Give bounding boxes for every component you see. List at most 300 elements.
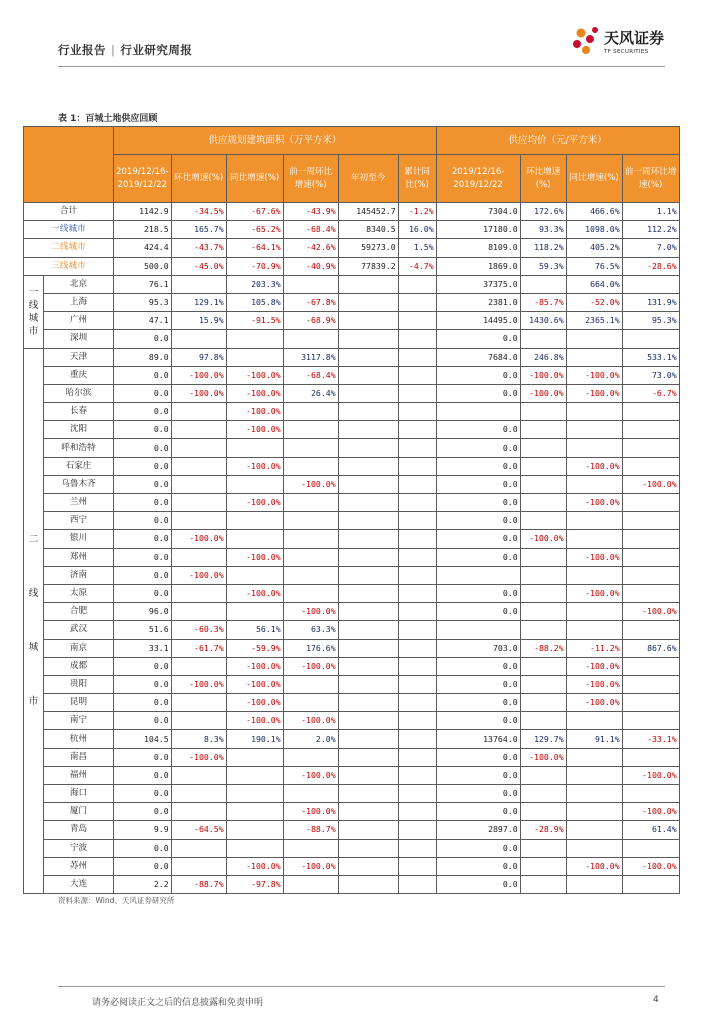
table-cell — [622, 675, 679, 693]
city-row — [24, 712, 680, 730]
table-cell: -11.2% — [566, 639, 622, 657]
table-cell — [566, 421, 622, 439]
table-cell: -4.7% — [398, 257, 436, 275]
table-caption: 表 1：百城土地供应回顾 — [58, 114, 158, 124]
table-cell — [566, 439, 622, 457]
price-col-header: 前一周环比增速(%) — [622, 155, 679, 203]
city-name: 苏州 — [44, 857, 114, 875]
table-cell — [566, 403, 622, 421]
city-name: 沈阳 — [44, 421, 114, 439]
table-cell — [338, 330, 398, 348]
city-name: 宁波 — [44, 839, 114, 857]
table-cell: -100.0% — [226, 584, 283, 602]
table-cell — [520, 712, 566, 730]
table-cell: 0.0 — [436, 857, 520, 875]
table-cell: -68.9% — [283, 312, 338, 330]
table-cell: 0.0 — [436, 657, 520, 675]
table-cell: 0.0 — [114, 330, 172, 348]
table-cell — [226, 821, 283, 839]
table-cell: 7684.0 — [436, 348, 520, 366]
table-cell — [622, 748, 679, 766]
table-cell: -100.0% — [226, 421, 283, 439]
table-cell: -61.7% — [171, 639, 226, 657]
table-cell — [338, 475, 398, 493]
table-cell: -100.0% — [283, 475, 338, 493]
table-cell — [338, 494, 398, 512]
table-cell: 0.0 — [436, 748, 520, 766]
table-cell — [398, 275, 436, 293]
footer-rule — [58, 986, 665, 987]
table-cell: -100.0% — [520, 530, 566, 548]
city-row — [24, 566, 680, 584]
table-cell: -100.0% — [566, 366, 622, 384]
table-cell: 129.7% — [520, 730, 566, 748]
table-cell: 0.0 — [114, 748, 172, 766]
table-cell — [171, 275, 226, 293]
table-cell: 0.0 — [436, 439, 520, 457]
table-cell: -100.0% — [226, 366, 283, 384]
header-subcategory: 行业研究周报 — [120, 43, 193, 57]
city-row — [24, 621, 680, 639]
summary-row-label: 三线城市 — [24, 257, 114, 275]
source-note: 资料来源：Wind、天风证券研究所 — [58, 896, 175, 905]
table-cell: -88.2% — [520, 639, 566, 657]
city-row — [24, 857, 680, 875]
table-cell: -100.0% — [566, 548, 622, 566]
table-cell: 63.3% — [283, 621, 338, 639]
table-cell — [566, 839, 622, 857]
table-cell: 59.3% — [520, 257, 566, 275]
table-cell: -100.0% — [226, 494, 283, 512]
table-cell: 0.0 — [114, 530, 172, 548]
table-cell — [566, 875, 622, 893]
table-cell: 76.1 — [114, 275, 172, 293]
area-col-header: 累计同比(%) — [398, 155, 436, 203]
table-cell — [398, 403, 436, 421]
summary-row-label: 二线城市 — [24, 239, 114, 257]
table-cell — [338, 457, 398, 475]
table-cell — [622, 566, 679, 584]
group-label-char: 市 — [28, 695, 39, 707]
table-cell — [171, 712, 226, 730]
table-cell — [622, 621, 679, 639]
table-cell — [171, 439, 226, 457]
table-cell: 0.0 — [114, 475, 172, 493]
table-cell — [171, 421, 226, 439]
table-cell — [226, 348, 283, 366]
table-cell — [338, 821, 398, 839]
table-cell — [398, 785, 436, 803]
table-cell: 424.4 — [114, 239, 172, 257]
table-cell — [566, 748, 622, 766]
price-col-header: 2019/12/16-2019/12/22 — [436, 155, 520, 203]
price-col-header: 同比增速(%) — [566, 155, 622, 203]
table-cell — [283, 439, 338, 457]
table-cell — [338, 857, 398, 875]
table-cell — [520, 512, 566, 530]
table-cell: 0.0 — [114, 785, 172, 803]
table-cell: -100.0% — [566, 494, 622, 512]
table-cell — [338, 348, 398, 366]
table-cell — [398, 348, 436, 366]
table-cell: 0.0 — [436, 603, 520, 621]
city-name: 成都 — [44, 657, 114, 675]
table-cell — [226, 603, 283, 621]
table-cell: -100.0% — [171, 530, 226, 548]
table-cell — [398, 457, 436, 475]
group-label-char: 一 — [28, 286, 39, 298]
table-cell: -88.7% — [171, 875, 226, 893]
table-cell: -68.4% — [283, 366, 338, 384]
city-row — [24, 312, 680, 330]
table-cell: -100.0% — [171, 675, 226, 693]
table-cell — [283, 566, 338, 584]
table-cell: 77839.2 — [338, 257, 398, 275]
table-cell: -100.0% — [566, 384, 622, 402]
table-cell — [398, 475, 436, 493]
table-cell — [338, 384, 398, 402]
city-row — [24, 803, 680, 821]
table-cell: -100.0% — [283, 657, 338, 675]
table-cell — [520, 566, 566, 584]
table-cell — [338, 584, 398, 602]
table-cell — [283, 875, 338, 893]
table-cell: 129.1% — [171, 293, 226, 311]
table-cell: 0.0 — [114, 421, 172, 439]
table-cell: 61.4% — [622, 821, 679, 839]
table-cell: -100.0% — [171, 748, 226, 766]
city-row — [24, 366, 680, 384]
city-row — [24, 875, 680, 893]
table-cell: 2381.0 — [436, 293, 520, 311]
table-cell: 0.0 — [114, 457, 172, 475]
city-row — [24, 584, 680, 602]
table-cell — [171, 512, 226, 530]
table-cell: 0.0 — [436, 675, 520, 693]
table-cell — [520, 675, 566, 693]
city-name: 南京 — [44, 639, 114, 657]
table-cell — [338, 675, 398, 693]
table-cell — [338, 512, 398, 530]
city-name: 兰州 — [44, 494, 114, 512]
table-cell — [398, 293, 436, 311]
table-cell: 118.2% — [520, 239, 566, 257]
table-cell: 105.8% — [226, 293, 283, 311]
brand-subtitle: TF SECURITIES — [604, 49, 649, 55]
table-cell: 0.0 — [114, 512, 172, 530]
city-name: 武汉 — [44, 621, 114, 639]
table-cell: -42.6% — [283, 239, 338, 257]
table-cell: 0.0 — [436, 475, 520, 493]
group-label-char: 城 — [28, 312, 39, 324]
city-name: 郑州 — [44, 548, 114, 566]
table-cell — [338, 803, 398, 821]
table-cell — [520, 857, 566, 875]
table-cell: -100.0% — [171, 366, 226, 384]
table-cell — [398, 657, 436, 675]
city-name: 济南 — [44, 566, 114, 584]
table-cell — [566, 621, 622, 639]
table-cell: -100.0% — [226, 675, 283, 693]
table-cell: -100.0% — [520, 748, 566, 766]
table-cell: -100.0% — [622, 603, 679, 621]
table-cell — [622, 457, 679, 475]
table-cell: -43.9% — [283, 203, 338, 221]
table-cell: 97.8% — [171, 348, 226, 366]
city-name: 贵阳 — [44, 675, 114, 693]
table-cell — [398, 530, 436, 548]
city-name: 南昌 — [44, 748, 114, 766]
table-cell: -67.6% — [226, 203, 283, 221]
header-corner — [24, 127, 114, 203]
table-cell — [283, 330, 338, 348]
city-row — [24, 694, 680, 712]
table-cell: 1.5% — [398, 239, 436, 257]
city-name: 福州 — [44, 766, 114, 784]
table-cell: 26.4% — [283, 384, 338, 402]
table-cell: 703.0 — [436, 639, 520, 657]
table-cell: 0.0 — [436, 330, 520, 348]
table-cell: -34.5% — [171, 203, 226, 221]
table-cell: -100.0% — [283, 603, 338, 621]
table-cell: 8340.5 — [338, 221, 398, 239]
table-cell: 0.0 — [114, 675, 172, 693]
table-cell — [398, 694, 436, 712]
table-cell — [338, 712, 398, 730]
table-cell: 17180.0 — [436, 221, 520, 239]
table-cell — [566, 766, 622, 784]
table-cell: 0.0 — [114, 403, 172, 421]
group-label-char: 二 — [28, 533, 39, 545]
city-row — [24, 548, 680, 566]
table-cell: -85.7% — [520, 293, 566, 311]
table-cell — [226, 803, 283, 821]
table-cell: 466.6% — [566, 203, 622, 221]
city-row — [24, 530, 680, 548]
table-cell — [171, 694, 226, 712]
area-col-header: 环比增速(%) — [171, 155, 226, 203]
table-cell — [171, 857, 226, 875]
table-cell — [566, 348, 622, 366]
table-cell — [338, 403, 398, 421]
table-cell: -97.8% — [226, 875, 283, 893]
table-cell: -65.2% — [226, 221, 283, 239]
table-cell — [226, 439, 283, 457]
table-cell — [226, 475, 283, 493]
table-cell: -100.0% — [226, 548, 283, 566]
table-cell — [338, 548, 398, 566]
summary-row — [24, 257, 680, 275]
table-cell — [171, 766, 226, 784]
table-cell — [171, 403, 226, 421]
table-cell — [171, 839, 226, 857]
table-cell: -100.0% — [622, 857, 679, 875]
table-cell — [283, 457, 338, 475]
table-cell: 104.5 — [114, 730, 172, 748]
table-cell: 0.0 — [436, 512, 520, 530]
table-cell — [398, 748, 436, 766]
table-cell — [171, 494, 226, 512]
area-col-header: 年初至今 — [338, 155, 398, 203]
table-cell — [566, 475, 622, 493]
table-cell — [622, 548, 679, 566]
table-cell — [398, 512, 436, 530]
table-cell: 0.0 — [436, 384, 520, 402]
table-cell: 0.0 — [114, 584, 172, 602]
table-cell — [338, 366, 398, 384]
table-cell: -28.6% — [622, 257, 679, 275]
table-cell: 0.0 — [114, 657, 172, 675]
table-cell — [566, 530, 622, 548]
table-cell — [398, 639, 436, 657]
table-cell — [226, 530, 283, 548]
table-cell — [398, 603, 436, 621]
table-cell — [171, 584, 226, 602]
table-cell — [338, 293, 398, 311]
table-cell — [398, 730, 436, 748]
tier2-group-label — [24, 348, 44, 894]
table-cell: 16.0% — [398, 221, 436, 239]
table-cell — [622, 785, 679, 803]
table-cell: -88.7% — [283, 821, 338, 839]
table-cell — [398, 821, 436, 839]
table-cell — [226, 839, 283, 857]
table-cell: 0.0 — [436, 839, 520, 857]
group-label-char: 城 — [28, 641, 39, 653]
table-cell — [283, 748, 338, 766]
table-cell: 89.0 — [114, 348, 172, 366]
table-cell — [622, 694, 679, 712]
table-cell — [398, 548, 436, 566]
table-cell: 95.3% — [622, 312, 679, 330]
city-row — [24, 421, 680, 439]
table-cell — [622, 839, 679, 857]
table-cell — [398, 766, 436, 784]
table-cell: 7.0% — [622, 239, 679, 257]
table-cell: 2.0% — [283, 730, 338, 748]
table-cell: 0.0 — [436, 584, 520, 602]
report-header — [58, 42, 192, 58]
table-cell: 0.0 — [114, 839, 172, 857]
table-cell: -100.0% — [283, 712, 338, 730]
table-cell — [520, 494, 566, 512]
header-category: 行业报告 — [58, 43, 106, 57]
table-cell — [398, 312, 436, 330]
table-cell: 405.2% — [566, 239, 622, 257]
table-cell — [338, 603, 398, 621]
table-cell: -100.0% — [226, 384, 283, 402]
table-cell: 0.0 — [436, 366, 520, 384]
land-supply-table — [23, 126, 680, 894]
city-name: 上海 — [44, 293, 114, 311]
table-cell — [338, 839, 398, 857]
table-cell: 0.0 — [114, 712, 172, 730]
table-cell — [622, 530, 679, 548]
table-cell — [171, 475, 226, 493]
table-cell — [398, 857, 436, 875]
table-cell — [338, 639, 398, 657]
table-cell — [226, 330, 283, 348]
table-cell — [622, 421, 679, 439]
table-cell: 0.0 — [114, 548, 172, 566]
table-cell: -100.0% — [520, 366, 566, 384]
table-cell: 37375.0 — [436, 275, 520, 293]
table-cell — [520, 403, 566, 421]
city-row — [24, 457, 680, 475]
table-cell — [520, 439, 566, 457]
table-cell: 14495.0 — [436, 312, 520, 330]
table-cell: -59.9% — [226, 639, 283, 657]
city-name: 银川 — [44, 530, 114, 548]
table-cell — [171, 330, 226, 348]
table-cell — [226, 785, 283, 803]
table-cell — [520, 875, 566, 893]
table-cell: 1142.9 — [114, 203, 172, 221]
table-cell — [520, 548, 566, 566]
table-cell — [520, 475, 566, 493]
table-cell: -64.5% — [171, 821, 226, 839]
table-cell: 0.0 — [436, 694, 520, 712]
table-cell: 0.0 — [436, 766, 520, 784]
area-col-header: 前一周环比增速(%) — [283, 155, 338, 203]
city-row — [24, 730, 680, 748]
city-row — [24, 512, 680, 530]
area-col-header: 同比增速(%) — [226, 155, 283, 203]
table-cell — [338, 312, 398, 330]
table-cell: -100.0% — [566, 675, 622, 693]
table-cell — [398, 330, 436, 348]
table-cell — [338, 566, 398, 584]
table-cell: 1869.0 — [436, 257, 520, 275]
table-cell: 172.6% — [520, 203, 566, 221]
table-cell — [338, 530, 398, 548]
table-cell: -100.0% — [226, 694, 283, 712]
city-name: 太原 — [44, 584, 114, 602]
brand-name: 天风证券 — [604, 29, 665, 47]
header-rule — [58, 66, 665, 67]
table-cell — [622, 275, 679, 293]
table-cell — [283, 512, 338, 530]
table-cell — [338, 439, 398, 457]
table-cell: -100.0% — [566, 584, 622, 602]
header-separator: | — [111, 43, 116, 57]
table-cell: 0.0 — [436, 457, 520, 475]
table-cell — [398, 366, 436, 384]
table-cell — [622, 439, 679, 457]
group-label-char: 市 — [28, 325, 39, 337]
table-cell: 0.0 — [114, 384, 172, 402]
table-cell — [338, 730, 398, 748]
table-cell — [398, 439, 436, 457]
city-name: 合肥 — [44, 603, 114, 621]
table-cell: -100.0% — [283, 803, 338, 821]
city-row — [24, 439, 680, 457]
table-cell — [566, 566, 622, 584]
city-name: 深圳 — [44, 330, 114, 348]
city-name: 昆明 — [44, 694, 114, 712]
table-cell — [171, 548, 226, 566]
city-name: 大连 — [44, 875, 114, 893]
table-cell — [520, 275, 566, 293]
table-cell — [622, 657, 679, 675]
table-cell — [171, 657, 226, 675]
table-cell — [520, 785, 566, 803]
table-cell — [226, 512, 283, 530]
area-col-header: 2019/12/16-2019/12/22 — [114, 155, 172, 203]
table-cell: 76.5% — [566, 257, 622, 275]
city-row — [24, 639, 680, 657]
table-cell — [283, 675, 338, 693]
